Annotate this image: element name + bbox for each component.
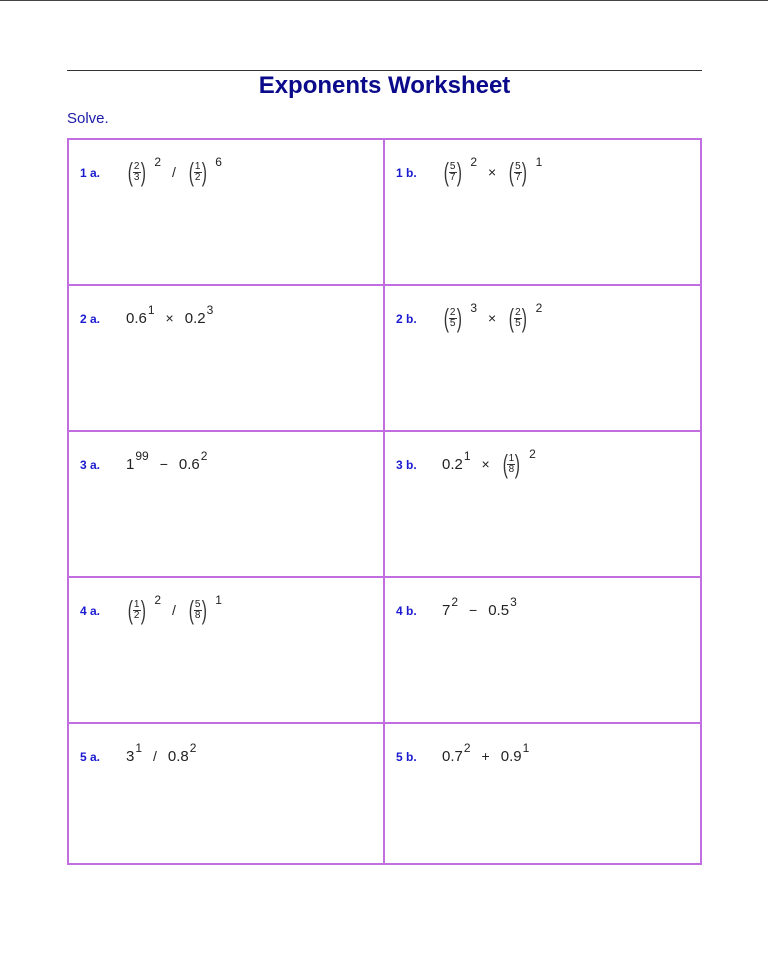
base: 3 xyxy=(126,747,135,765)
problem-cell xyxy=(385,140,702,286)
problem-cell xyxy=(385,578,702,724)
numerator: 1 xyxy=(194,160,201,172)
base: 0.5 xyxy=(488,601,510,619)
left-paren: ( xyxy=(127,595,133,625)
problem-label: 3 a. xyxy=(80,458,101,472)
exponent: 6 xyxy=(215,155,222,169)
numerator: 1 xyxy=(508,452,515,464)
right-paren: ) xyxy=(140,157,146,187)
left-paren: ( xyxy=(508,157,515,187)
left-paren: ( xyxy=(443,303,449,333)
base: 0.6 xyxy=(126,309,147,327)
fraction-power-term xyxy=(507,155,543,187)
fraction xyxy=(449,308,457,329)
problem-expression xyxy=(442,298,542,338)
problem-cell xyxy=(385,432,702,578)
exponent: 3 xyxy=(510,595,517,609)
fraction xyxy=(194,600,202,621)
problem-label: 2 a. xyxy=(80,312,101,326)
problem-label: 5 a. xyxy=(80,750,101,764)
problem-label: 2 b. xyxy=(396,312,417,326)
fraction-power-term xyxy=(442,155,478,187)
numerator: 5 xyxy=(194,598,201,610)
problem-expression xyxy=(126,736,196,776)
denominator: 5 xyxy=(449,317,456,329)
operator: / xyxy=(172,602,176,618)
base: 0.7 xyxy=(442,747,463,765)
problem-cell xyxy=(385,286,702,432)
numerator: 5 xyxy=(449,160,456,172)
problem-expression xyxy=(442,736,529,776)
problem-expression xyxy=(442,444,536,484)
numerator: 5 xyxy=(515,160,521,172)
left-paren: ( xyxy=(502,449,508,479)
header-rule xyxy=(67,70,702,71)
fraction xyxy=(514,308,522,329)
page-title: Exponents Worksheet xyxy=(258,72,511,99)
problem-expression xyxy=(442,590,517,630)
exponent: 2 xyxy=(200,449,208,463)
fraction-power-term xyxy=(501,447,536,479)
right-paren: ) xyxy=(201,157,207,187)
exponent: 2 xyxy=(470,155,478,169)
instructions-text: Solve. xyxy=(67,110,109,127)
base: 0.2 xyxy=(442,455,463,473)
exponent: 99 xyxy=(135,449,149,463)
exponent: 1 xyxy=(522,741,530,755)
exponent: 3 xyxy=(206,303,214,317)
fraction-power-term xyxy=(126,593,162,625)
fraction-power-term xyxy=(442,301,478,333)
problem-label: 5 b. xyxy=(396,750,417,764)
operator: + xyxy=(481,748,490,764)
denominator: 2 xyxy=(133,609,140,621)
power-term xyxy=(442,741,471,765)
exponent: 2 xyxy=(463,741,471,755)
operator: − xyxy=(469,602,478,618)
exponent: 2 xyxy=(451,595,459,609)
fraction-power-term xyxy=(126,155,162,187)
power-term xyxy=(178,449,208,473)
exponent: 2 xyxy=(535,301,543,315)
fraction xyxy=(133,162,141,183)
operator: × xyxy=(488,164,497,180)
fraction-power-term xyxy=(187,155,222,187)
operator: − xyxy=(159,456,168,472)
right-paren: ) xyxy=(456,303,462,333)
exponent: 1 xyxy=(135,741,143,755)
denominator: 7 xyxy=(515,171,521,183)
fraction xyxy=(133,600,141,621)
denominator: 8 xyxy=(508,463,515,475)
problem-expression xyxy=(126,298,213,338)
problem-expression xyxy=(126,152,222,192)
power-term xyxy=(442,449,471,473)
base: 1 xyxy=(126,455,135,473)
problem-label: 3 b. xyxy=(396,458,417,472)
problem-cell xyxy=(69,140,385,286)
fraction xyxy=(449,162,457,183)
fraction xyxy=(194,162,202,183)
numerator: 1 xyxy=(133,598,140,610)
denominator: 2 xyxy=(194,171,201,183)
right-paren: ) xyxy=(521,157,527,187)
problem-grid xyxy=(67,138,702,865)
problem-label: 4 a. xyxy=(80,604,101,618)
base: 0.2 xyxy=(184,309,206,327)
power-term xyxy=(184,303,214,327)
fraction-power-term xyxy=(187,593,222,625)
exponent: 2 xyxy=(154,593,162,607)
exponent: 1 xyxy=(463,449,471,463)
base: 0.9 xyxy=(500,747,522,765)
problem-label: 1 b. xyxy=(396,166,417,180)
problem-expression xyxy=(442,152,542,192)
right-paren: ) xyxy=(515,449,521,479)
fraction-power-term xyxy=(507,301,543,333)
left-paren: ( xyxy=(188,157,194,187)
power-term xyxy=(442,595,459,619)
operator: × xyxy=(488,310,497,326)
denominator: 8 xyxy=(194,609,201,621)
exponent: 1 xyxy=(147,303,155,317)
exponent: 1 xyxy=(535,155,543,169)
operator: × xyxy=(481,456,490,472)
left-paren: ( xyxy=(127,157,133,187)
left-paren: ( xyxy=(188,595,194,625)
exponent: 3 xyxy=(470,301,478,315)
fraction xyxy=(514,162,522,183)
left-paren: ( xyxy=(443,157,449,187)
denominator: 5 xyxy=(515,317,521,329)
right-paren: ) xyxy=(456,157,462,187)
base: 0.6 xyxy=(178,455,200,473)
problem-cell xyxy=(69,578,385,724)
right-paren: ) xyxy=(521,303,527,333)
power-term xyxy=(126,741,143,765)
power-term xyxy=(167,741,197,765)
right-paren: ) xyxy=(140,595,146,625)
problem-label: 1 a. xyxy=(80,166,101,180)
exponent: 1 xyxy=(215,593,222,607)
right-paren: ) xyxy=(201,595,207,625)
operator: / xyxy=(153,748,157,764)
numerator: 2 xyxy=(515,306,521,318)
numerator: 2 xyxy=(133,160,140,172)
exponent: 2 xyxy=(154,155,162,169)
operator: / xyxy=(172,164,176,180)
problem-cell xyxy=(69,432,385,578)
problem-cell xyxy=(69,724,385,863)
base: 0.8 xyxy=(167,747,189,765)
problem-expression xyxy=(126,590,222,630)
operator: × xyxy=(165,310,174,326)
numerator: 2 xyxy=(449,306,456,318)
denominator: 3 xyxy=(133,171,140,183)
left-paren: ( xyxy=(508,303,515,333)
power-term xyxy=(488,595,517,619)
problem-cell xyxy=(385,724,702,863)
problem-expression xyxy=(126,444,207,484)
exponent: 2 xyxy=(189,741,197,755)
problem-label: 4 b. xyxy=(396,604,417,618)
exponent: 2 xyxy=(529,447,536,461)
denominator: 7 xyxy=(449,171,456,183)
problem-cell xyxy=(69,286,385,432)
base: 7 xyxy=(442,601,451,619)
power-term xyxy=(126,303,155,327)
power-term xyxy=(126,449,149,473)
power-term xyxy=(500,741,530,765)
